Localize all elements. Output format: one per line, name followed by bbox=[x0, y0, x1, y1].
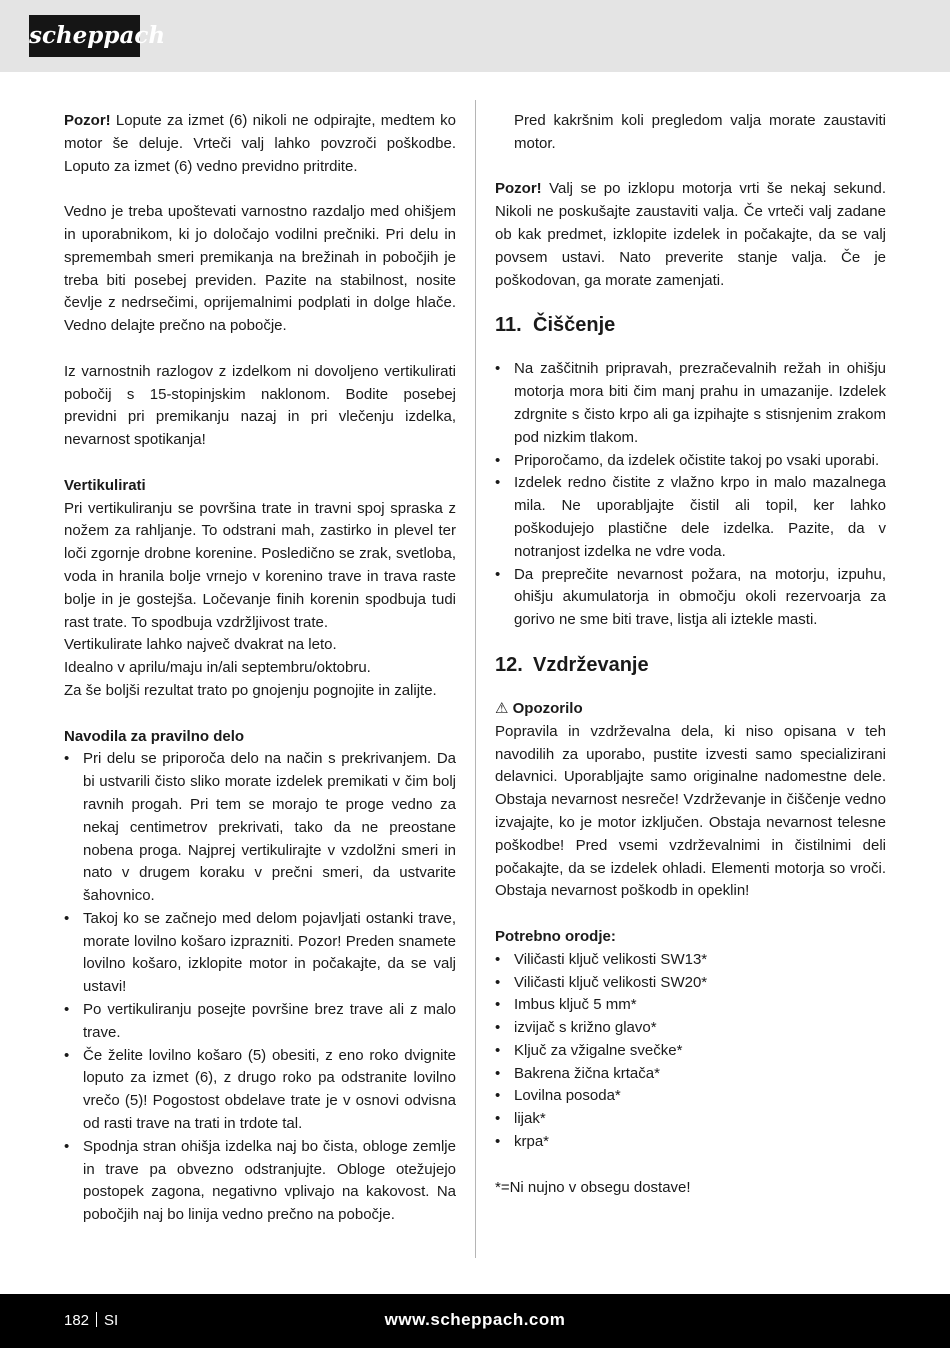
tools-list bbox=[495, 949, 886, 1154]
list-item: • Takoj ko se začnejo med delom pojavljati ostanki trave, morate lovilno košaro izprazniti. Pozor! Preden snamete lovilno košaro, izklopite motor in počakajte, da se valj ustavi! bbox=[64, 908, 456, 999]
warning-text: Valj se po izklopu motorja vrti še nekaj sekund. Nikoli ne poskušajte zaustaviti valja. Če vrteči valj zadane ob kak predmet, izklopite izdelek in počakajte, da se valj povsem ustavi. Nato preverite stanje valja. Če je poškodovan, ga morate zamenjati. bbox=[495, 180, 886, 289]
list-item: • Če želite lovilno košaro (5) obesiti, z eno roko dvignite loputo za izmet (6), z drugo roko pa odstranite lovilno vrečo (5)! Pogostost obdelave trate je v osnovi odvisna od rasti trave na trati in trdote tal. bbox=[64, 1045, 456, 1136]
intro-paragraph: Pred kakršnim koli pregledom valja morate zaustaviti motor. bbox=[514, 112, 886, 152]
warning-heading: ⚠ Opozorilo bbox=[495, 699, 583, 717]
list-item: • Na zaščitnih pripravah, prezračevalnih režah in ohišju motorja mora biti čim manj prahu in umazanije. Izdelek zdrgnite s čisto krpo ali ga izpihajte s stisnjenim zrakom pod nizkim tlakom. bbox=[495, 358, 886, 449]
warning-label: Pozor! bbox=[64, 112, 111, 129]
vert-paragraph: Pri vertikuliranju se površina trate in travni spoj spraska z nožem za rahljanje. To odstrani mah, zastirko in plevel ter loči zgornje drobne korenine. Posledično se zrak, svetloba, voda in hranila bolje vrnejo v korenino trave in trava raste bolje in je gostejša. Ločevanje finih korenin spodbuja tudi rast trate. To spodbuja vzdržljivost trate. bbox=[64, 499, 456, 631]
list-item: • Priporočamo, da izdelek očistite takoj po vsaki uporabi. bbox=[495, 450, 886, 473]
vert-line-3: Idealno v aprilu/maju in/ali septembru/oktobru. bbox=[64, 659, 371, 677]
warning-label: Pozor! bbox=[495, 180, 542, 198]
maintenance-warning-text: Popravila in vzdrževalna dela, ki niso opisana v teh navodilih za uporabo, pustite izvesti samo specializirani delavnici. Uporabljajte samo originalne nadomestne dele. Obstaja nevarnost nesreče! Vzdrževanje in čiščenje vedno izvajajte, ko je motor izključen. Obstaja nevarnost telesne poškodbe! Pred vsemi vzdrževalnimi in čistilnimi deli počakajte, da se izdelek ohladi. Elementi motorja so vroči. Obstaja nevarnost poškodb in opeklin! bbox=[495, 722, 886, 900]
vert-line-4: Za še boljši rezultat trato po gnojenju pognojite in zalijte. bbox=[64, 681, 437, 699]
left-column bbox=[64, 110, 456, 1227]
vert-line-2: Vertikulirate lahko največ dvakrat na leto. bbox=[64, 636, 337, 654]
list-item: • Ključ za vžigalne svečke* bbox=[495, 1040, 886, 1063]
cleaning-list bbox=[495, 358, 886, 632]
footer-bar bbox=[0, 1294, 950, 1348]
list-item: • Imbus ključ 5 mm* bbox=[495, 994, 886, 1017]
nav-heading: Navodila za pravilno delo bbox=[64, 727, 245, 745]
list-item: • Po vertikuliranju posejte površine brez trave ali z malo trave. bbox=[64, 999, 456, 1045]
list-item: • Spodnja stran ohišja izdelka naj bo čista, obloge zemlje in trave pa obvezno odstranjujte. Obloge otežujejo postopek zagona, negativno vplivajo na kakovost. Na pobočjih naj bo linija vedno prečno na pobočje. bbox=[64, 1136, 456, 1227]
page-number: 182 SI bbox=[64, 1312, 119, 1329]
list-item: • Izdelek redno čistite z vlažno krpo in malo mazalnega mila. Ne uporabljajte čistil ali topil, ker lahko poškodujejo plastične dele izdelka. Pazite, da v notranjost izdelka ne vdre voda. bbox=[495, 472, 886, 563]
nav-list bbox=[64, 748, 456, 1227]
list-item: • Viličasti ključ velikosti SW20* bbox=[495, 972, 886, 995]
safety-distance-paragraph: Vedno je treba upoštevati varnostno razdaljo med ohišjem in uporabnikom, ki jo določajo vodilni prečniki. Pri delu in spremembah smeri premikanja na brežinah in pobočjih je treba biti posebej previden. Pazite na stabilnost, nosite čevlje z nedrsečimi, oprijemalnimi podplati in dolge hlače. Vedno delajte prečno na pobočje. bbox=[64, 203, 456, 335]
header-bar bbox=[0, 0, 950, 72]
tools-heading: Potrebno orodje: bbox=[495, 927, 616, 945]
list-item: • Viličasti ključ velikosti SW13* bbox=[495, 949, 886, 972]
list-item: • Lovilna posoda* bbox=[495, 1085, 886, 1108]
warning-paragraph bbox=[64, 110, 456, 178]
list-item: • izvijač s križno glavo* bbox=[495, 1017, 886, 1040]
list-item: • lijak* bbox=[495, 1108, 886, 1131]
scheppach-logo: scheppach bbox=[29, 15, 140, 57]
list-item: • Da preprečite nevarnost požara, na motorju, izpuhu, ohišju akumulatorja in območju okoli rezervoarja za gorivo ne sme biti trave, listja ali iztekle masti. bbox=[495, 564, 886, 632]
section-heading-maintenance: 12. Vzdrževanje bbox=[495, 653, 649, 676]
column-divider bbox=[475, 100, 476, 1258]
right-column bbox=[495, 110, 886, 1199]
section-heading-cleaning: 11. Čiščenje bbox=[495, 314, 616, 337]
list-item: • Pri delu se priporoča delo na način s prekrivanjem. Da bi ustvarili čisto sliko morate izdelek premikati v čim bolj ravnih progah. Pri tem se morajo te proge vedno za nekaj centimetrov prekrivati, tako da ne preostane nobena proga. Najprej vertikulirajte v vzdolžni smeri in nato v drugem koraku v prečni smeri, da ustvarite šahovnico. bbox=[64, 748, 456, 908]
footnote: *=Ni nujno v obsegu dostave! bbox=[495, 1178, 691, 1196]
vert-heading: Vertikulirati bbox=[64, 476, 146, 494]
language-code: SI bbox=[104, 1312, 119, 1329]
warning-text: Lopute za izmet (6) nikoli ne odpirajte, medtem ko motor še deluje. Vrteči valj lahko povzroči poškodbe. Loputo za izmet (6) vedno previdno pritrdite. bbox=[64, 112, 456, 175]
list-item: • Bakrena žična krtača* bbox=[495, 1063, 886, 1086]
website-url[interactable]: www.scheppach.com bbox=[384, 1310, 566, 1329]
list-item: • krpa* bbox=[495, 1131, 886, 1154]
warning-triangle-icon: ⚠ bbox=[495, 699, 509, 717]
roller-warning-paragraph bbox=[495, 178, 886, 292]
slope-paragraph: Iz varnostnih razlogov z izdelkom ni dovoljeno vertikulirati pobočij s 15-stopinjskim naklonom. Bodite posebej previdni pri premikanju nazaj in pri vlečenju izdelka, nevarnost spotikanja! bbox=[64, 362, 456, 449]
